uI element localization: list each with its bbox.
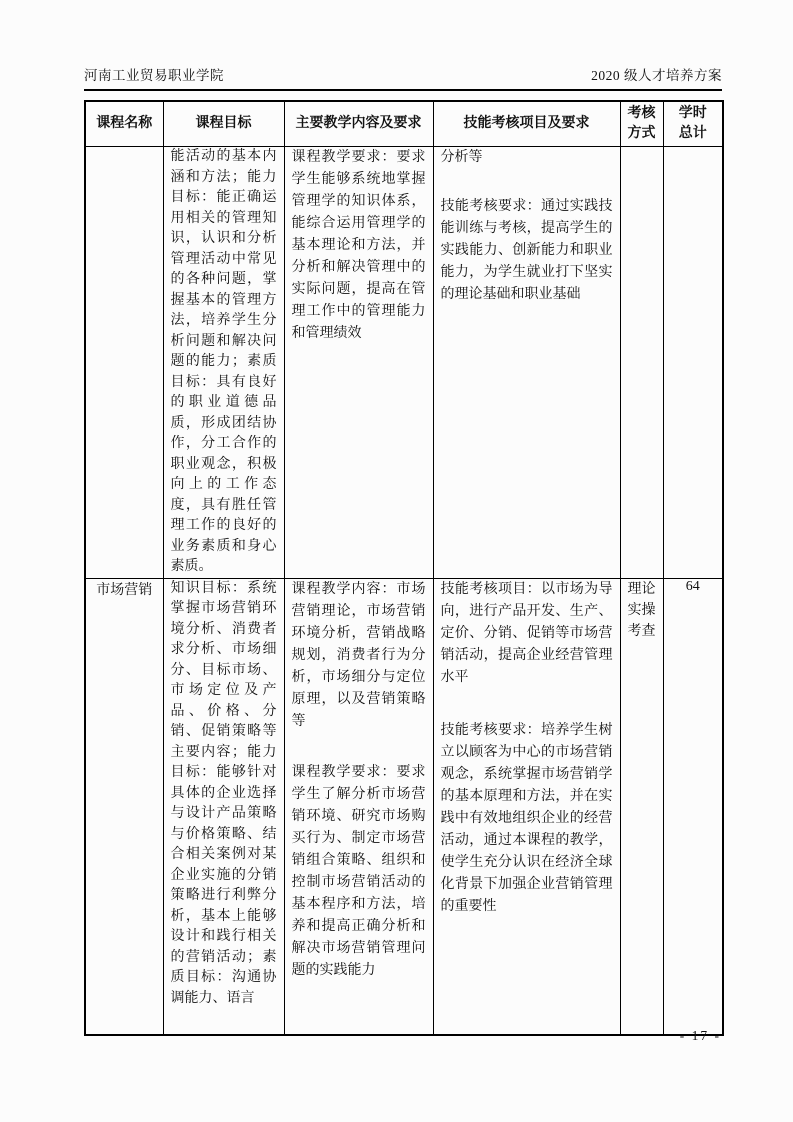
- header-content: 主要教学内容及要求: [284, 101, 433, 147]
- table-row-continued: [85, 147, 723, 579]
- page-header: [84, 64, 722, 91]
- table-header-row: [85, 101, 723, 147]
- cell-assessment: 分析等 技能考核要求：通过实践技能训练与考核，提高学生的实践能力、创新能力和职业能力，为学生就业打下坚实的理论基础和职业基础: [433, 147, 620, 579]
- cell-method: [620, 147, 663, 579]
- cell-content: 课程教学内容：市场营销理论，市场营销环境分析，营销战略规划，消费者行为分析，市场细分与定位原理，以及营销策略等 课程教学要求：要求学生了解分析市场营销环境、研究市场购买行为、制定市场营销组合策略、组织和控制市场营销活动的基本程序和方法，培养和提高正确分析和解决市场营销管理问题的实践能力: [284, 578, 433, 1035]
- school-name: 河南工业贸易职业学院: [84, 68, 224, 83]
- header-objective: 课程目标: [163, 101, 284, 147]
- page-number: - 17 -: [679, 1028, 721, 1043]
- cell-course-name: [85, 147, 163, 579]
- header-assessment: 技能考核项目及要求: [433, 101, 620, 147]
- cell-content: 课程教学要求：要求学生能够系统地掌握管理学的知识体系，能综合运用管理学的基本理论和方法，并分析和解决管理中的实际问题，提高在管理工作中的管理能力和管理绩效: [284, 147, 433, 579]
- cell-assessment: 技能考核项目：以市场为导向，进行产品开发、生产、定价、分销、促销等市场营销活动，提高企业经营管理水平 技能考核要求：培养学生树立以顾客为中心的市场营销观念，系统掌握市场营销学的基本原理和方法，并在实践中有效地组织企业的经营活动，通过本课程的教学，使学生充分认识在经济全球化背景下加强企业营销管理的重要性: [433, 578, 620, 1035]
- cell-method: 理论 实操 考查: [620, 578, 663, 1035]
- header-course-name: 课程名称: [85, 101, 163, 147]
- curriculum-table: [84, 100, 724, 1036]
- header-method: 考核 方式: [620, 101, 663, 147]
- table-row-marketing: [85, 578, 723, 1035]
- cell-objective: 知识目标：系统掌握市场营销环境分析、消费者求分析、市场细分、目标市场、市场定位及产品、价格、分销、促销策略等主要内容；能力目标：能够针对具体的企业选择与设计产品策略与价格策略、结合相关案例对某企业实施的分销策略进行利弊分析，基本上能够设计和践行相关的营销活动；素质目标：沟通协调能力、语言: [163, 578, 284, 1035]
- program-title: 2020 级人才培养方案: [591, 68, 722, 83]
- cell-hours: 64: [663, 578, 723, 1035]
- cell-objective: 能活动的基本内涵和方法；能力目标：能正确运用相关的管理知识，认识和分析管理活动中常见的各种问题，掌握基本的管理方法，培养学生分析问题和解决问题的能力；素质目标：具有良好的职业道德品质，形成团结协作，分工合作的职业观念，积极向上的工作态度，具有胜任管理工作的良好的业务素质和身心素质。: [163, 147, 284, 579]
- cell-course-name: 市场营销: [85, 578, 163, 1035]
- header-hours: 学时 总计: [663, 101, 723, 147]
- cell-hours: [663, 147, 723, 579]
